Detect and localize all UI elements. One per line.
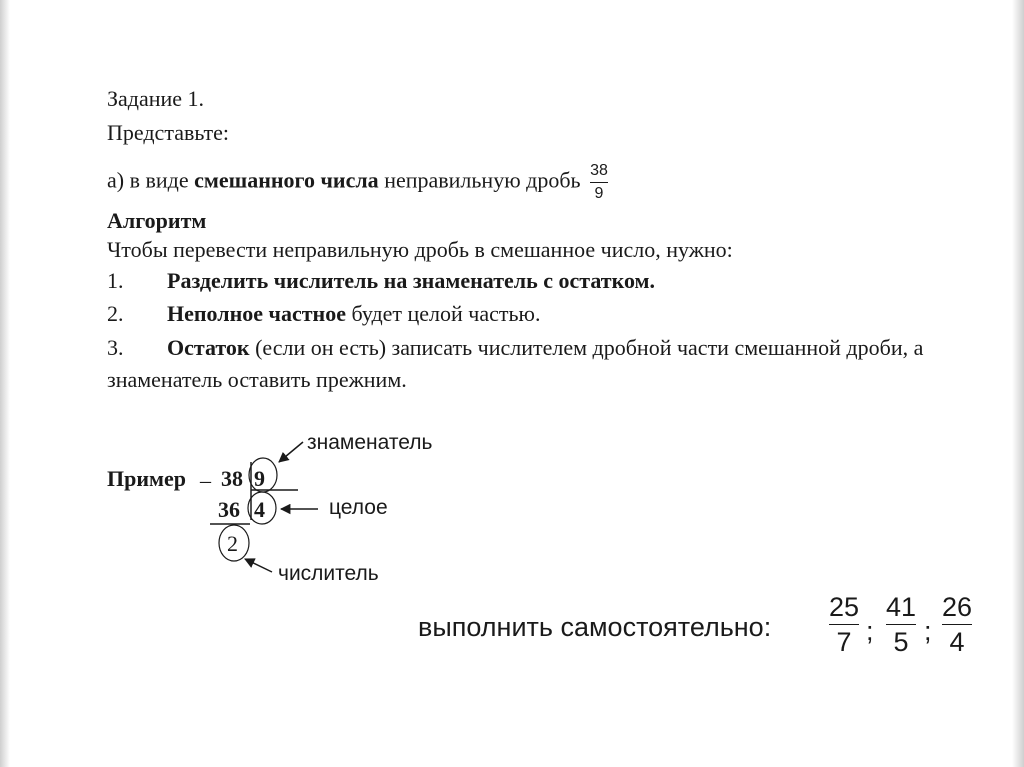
algorithm-step-3-continuation: знаменатель оставить прежним.	[107, 367, 407, 392]
arrow-denominator	[279, 442, 303, 462]
task-intro: Представьте:	[107, 120, 230, 145]
exercise-separator: ;	[866, 616, 874, 646]
step-number: 3.	[107, 335, 124, 360]
product: 36	[218, 497, 240, 522]
remainder: 2	[227, 531, 238, 556]
circle-remainder	[219, 525, 249, 561]
step-rest: будет целой частью.	[345, 301, 541, 326]
exercise-fraction-2	[886, 592, 916, 657]
fraction-bar	[942, 624, 972, 625]
step-bold: Остаток	[167, 335, 250, 360]
part-a-prefix: а) в виде	[107, 167, 195, 193]
example-label: Пример	[107, 466, 187, 491]
annotation-denominator: знаменатель	[307, 431, 433, 454]
task-title: Задание 1.	[107, 86, 205, 111]
part-a-suffix: неправильную дробь	[378, 167, 581, 193]
circle-divisor	[249, 458, 277, 492]
step-rest: (если он есть) записать числителем дробной части смешанной дроби, а	[249, 335, 924, 360]
circle-quotient	[248, 492, 276, 524]
fraction-denominator: 9	[594, 185, 604, 202]
annotation-whole: целое	[329, 496, 388, 519]
exercise-separator: ;	[924, 616, 932, 646]
fraction-bar	[886, 624, 916, 625]
step-number: 1.	[107, 268, 124, 293]
fraction-denominator: 7	[836, 627, 852, 657]
algorithm-intro: Чтобы перевести неправильную дробь в смешанное число, нужно:	[107, 237, 733, 262]
fraction-numerator: 38	[590, 162, 608, 179]
algorithm-heading: Алгоритм	[107, 208, 207, 233]
fraction-numerator: 41	[886, 592, 917, 622]
dividend: 38	[221, 466, 243, 491]
part-a-bold: смешанного числа	[194, 167, 379, 193]
quotient: 4	[254, 497, 265, 522]
fraction-denominator: 4	[949, 627, 965, 657]
arrow-numerator	[245, 559, 272, 572]
step-bold: Неполное частное	[167, 301, 346, 326]
fraction-bar	[829, 624, 859, 625]
minus-sign: _	[200, 460, 211, 485]
exercise-fraction-3	[942, 592, 972, 657]
step-number: 2.	[107, 301, 124, 326]
divisor: 9	[254, 466, 265, 491]
exercise-text: выполнить самостоятельно:	[418, 612, 772, 642]
exercise-fraction-1	[829, 592, 859, 657]
step-bold: Разделить числитель на знаменатель с остатком.	[167, 268, 656, 293]
fraction-numerator: 26	[942, 592, 973, 622]
fraction-numerator: 25	[829, 592, 860, 622]
fraction-denominator: 5	[893, 627, 909, 657]
annotation-numerator: числитель	[278, 562, 379, 585]
